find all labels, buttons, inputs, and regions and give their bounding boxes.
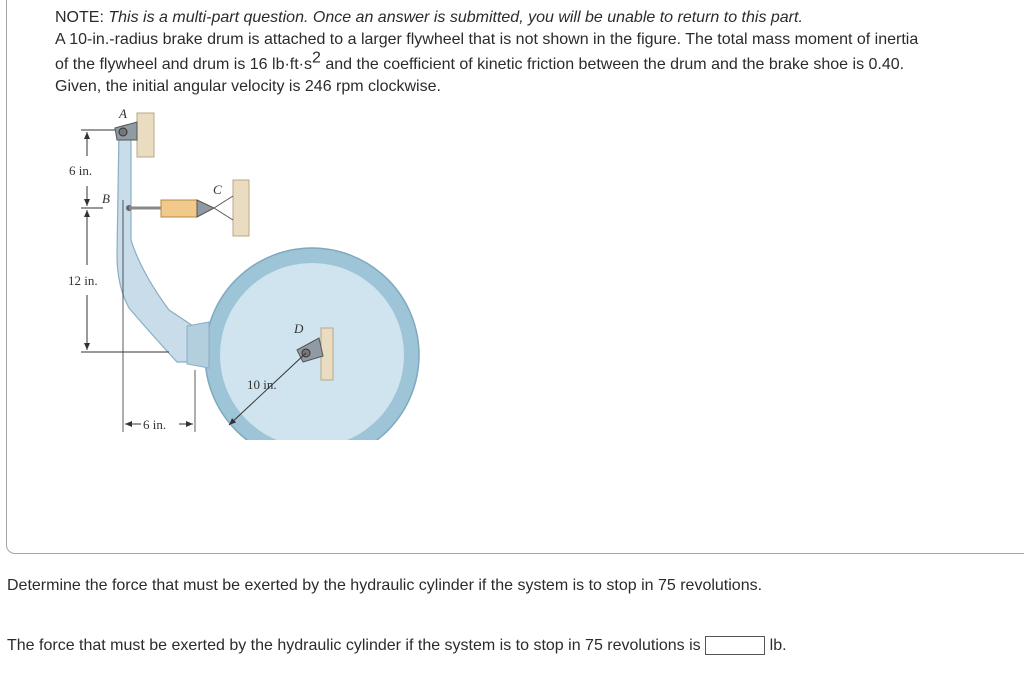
brake-shoe: [187, 322, 209, 368]
label-c: C: [213, 182, 222, 197]
pin-a-icon: [119, 128, 127, 136]
answer-prompt: The force that must be exerted by the hydraulic cylinder if the system is to stop in 75 revolutions is: [7, 636, 701, 654]
label-a: A: [119, 106, 127, 121]
problem-line-1: A 10-in.-radius brake drum is attached to a larger flywheel that is not shown in the figure. The total mass moment of inertia: [55, 31, 919, 48]
problem-statement: [55, 7, 1024, 98]
clevis-upper: [214, 196, 233, 208]
dim-6in-top: 6 in.: [69, 163, 93, 178]
brake-lever: [117, 130, 193, 362]
clevis-lower: [214, 208, 233, 220]
answer-row: [7, 636, 787, 655]
label-b: B: [102, 191, 110, 206]
cylinder-end: [197, 200, 214, 217]
note-text: This is a multi-part question. Once an answer is submitted, you will be unable to return to this part.: [108, 9, 803, 26]
dim-6in-bottom: 6 in.: [143, 417, 167, 432]
inertia-text: of the flywheel and drum is 16 lb·ft·s: [55, 56, 313, 73]
label-d: D: [294, 321, 304, 336]
dim-12in: 12 in.: [68, 273, 98, 288]
problem-line-3: Given, the initial angular velocity is 246 rpm clockwise.: [55, 78, 441, 95]
note-label: NOTE:: [55, 9, 104, 26]
brake-figure: [57, 100, 427, 440]
problem-panel: [6, 0, 1024, 554]
support-a: [137, 113, 154, 157]
support-c: [233, 180, 249, 236]
friction-text: and the coefficient of kinetic friction between the drum and the brake shoe is 0.40.: [320, 56, 905, 73]
answer-input[interactable]: [705, 636, 765, 655]
answer-unit: lb.: [769, 636, 787, 654]
inertia-exponent: 2: [312, 49, 321, 67]
dim-radius: 10 in.: [247, 377, 277, 392]
question-text: Determine the force that must be exerted by the hydraulic cylinder if the system is to stop in 75 revolutions.: [7, 577, 763, 594]
hydraulic-cylinder: [161, 200, 197, 217]
problem-line-2: [55, 49, 1024, 76]
